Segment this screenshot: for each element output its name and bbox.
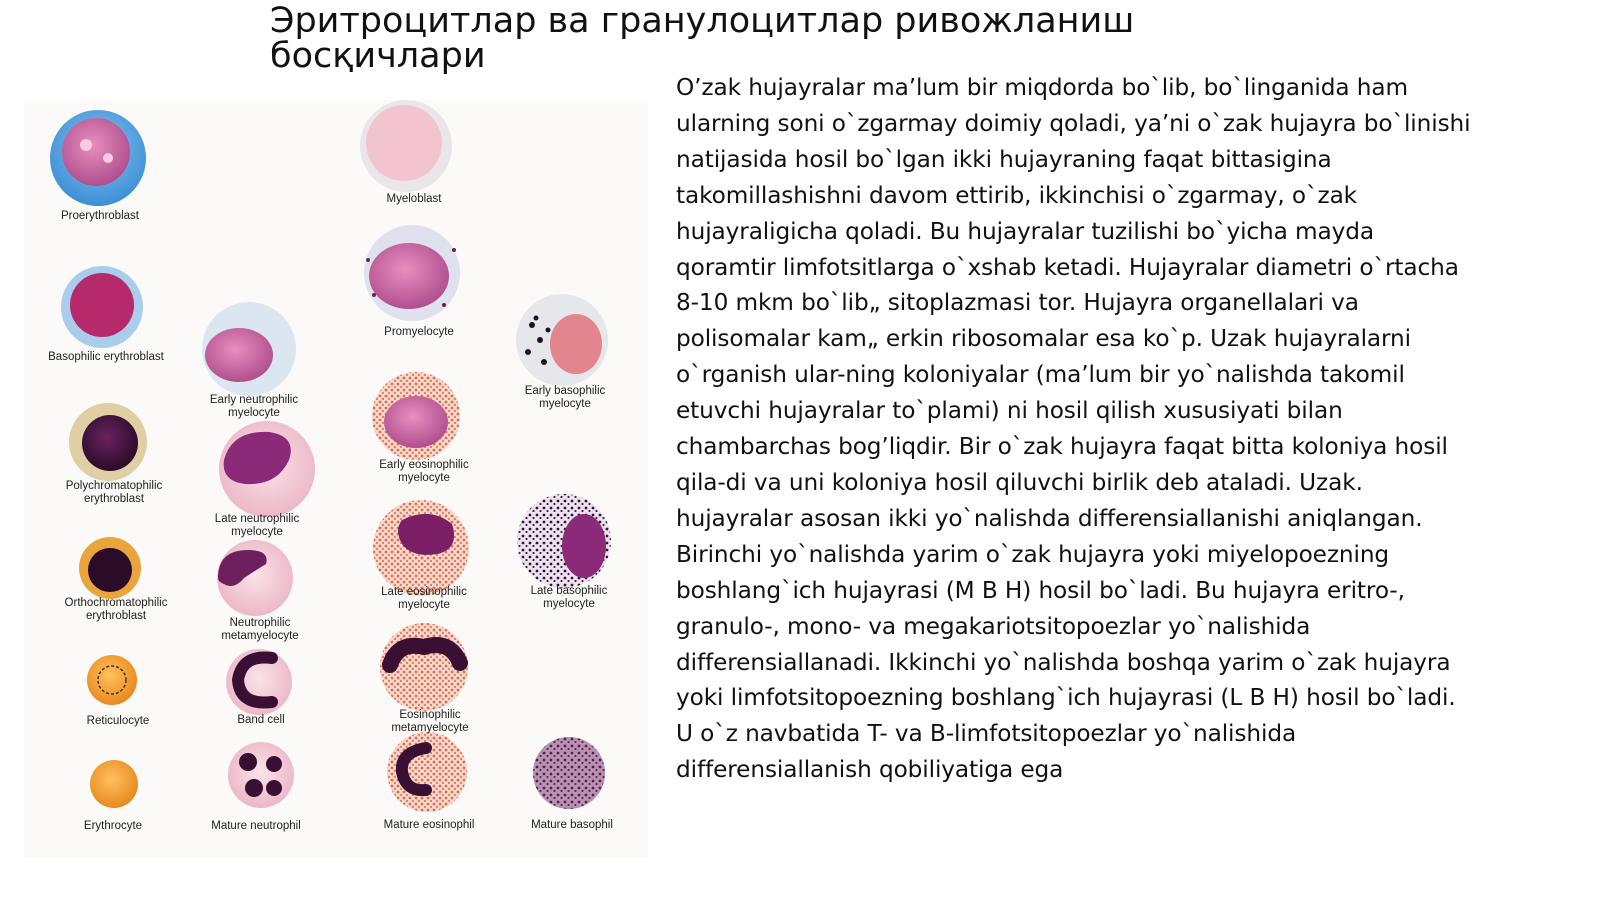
label-eosinophilic-metamyelocyte: Eosinophilic metamyelocyte [391,709,469,734]
label-myeloblast: Myeloblast [386,193,442,205]
label-mature-eosinophil: Mature eosinophil [383,819,475,831]
reticulocyte-cell [87,655,137,705]
myeloblast-cell [360,100,452,192]
label-proerythroblast: Proerythroblast [61,210,139,222]
label-band-cell: Band cell [237,714,285,726]
late-eosinophilic-myelocyte-cell [373,500,469,596]
label-early-eosinophilic-myelocyte: Early eosinophilic myelocyte [379,459,469,484]
blood-cell-development-figure [24,100,648,858]
basophilic-erythroblast-cell [61,266,143,348]
label-mature-neutrophil: Mature neutrophil [211,820,301,832]
promyelocyte-cell [364,225,460,321]
label-promyelocyte: Promyelocyte [384,326,454,338]
polychromatophilic-erythroblast-cell [69,403,147,481]
label-neutrophilic-metamyelocyte: Neutrophilic metamyelocyte [221,617,299,642]
body-paragraph: O’zak hujayralar ma’lum bir miqdorda bo`lib, bo`linganida ham ularning soni o`zgarmay doimiy qoladi, ya’ni o`zak hujayra bo`linishi natijasida hosil bo`lgan ikki hujayraning faqat bittasigina takomillashishni davom ettirib, ikkinchisi o`zgarmay, o`zak hujayraligicha qoladi. Bu hujayralar tuzilishi bo`yicha mayda qoramtir limfotsitlarga o`xshab ketadi. Hujayralar diametri o`rtacha 8-10 mkm bo`lib„ sitoplazmasi tor. Hujayra organellalari va polisomalar kam„ erkin ribosomalar esa ko`p. Uzak hujayralarni o`rganish ular-ning koloniyalar (ma’lum bir yo`nalishda takomil etuvchi hujayralar to`plami) ni hosil qilish xususiyati bilan chambarchas bog’liqdir. Bir o`zak hujayra faqat bitta koloniya hosil qila-di va uni koloniya hosil qiluvchi birlik deb ataladi. Uzak. hujayralar asosan ikki yo`nalishda differensiallanishi aniqlangan. Birinchi yo`nalishda yarim o`zak hujayra yoki miyelopoezning boshlang`ich hujayrasi (M B H) hosil bo`ladi. Bu hujayra eritro-, granulo-, mono- va megakariotsitopoezlar yo`nalishida differensiallanadi. Ikkinchi yo`nalishda boshqa yarim o`zak hujayra yoki limfotsitopoezning boshlang`ich hujayrasi (L B H) hosil bo`ladi. U o`z navbatida T- va B-limfotsitopoezlar yo`nalishida differensiallanish qobiliyatiga ega [676,74,1471,784]
early-eosinophilic-myelocyte-cell [372,372,460,460]
mature-basophil-cell [533,737,605,809]
slide-title: Эритроцитлар ва гранулоцитлар ривожланиш босқичлари [270,1,1135,76]
eosinophilic-metamyelocyte-cell [380,623,468,711]
late-basophilic-myelocyte-cell [517,494,611,588]
orthochromatophilic-erythroblast-cell [79,537,141,599]
label-orthochromatophilic-erythroblast: Orthochromatophilic erythroblast [64,597,168,622]
label-early-basophilic-myelocyte: Early basophilic myelocyte [524,385,606,410]
label-late-neutrophilic-myelocyte: Late neutrophilic myelocyte [214,513,300,538]
mature-eosinophil-cell [387,732,467,812]
proerythroblast-cell [50,110,146,206]
early-neutrophilic-myelocyte-cell [202,302,296,396]
erythrocyte-cell [90,760,138,808]
label-early-neutrophilic-myelocyte: Early neutrophilic myelocyte [209,394,299,419]
label-basophilic-erythroblast: Basophilic erythroblast [48,351,164,363]
label-erythrocyte: Erythrocyte [83,820,143,832]
mature-neutrophil-cell [228,742,294,808]
label-polychromatophilic-erythroblast: Polychromatophilic erythroblast [65,480,163,505]
early-basophilic-myelocyte-cell [516,294,608,386]
label-late-basophilic-myelocyte: Late basophilic myelocyte [530,585,608,610]
label-late-eosinophilic-myelocyte: Late eosinophilic myelocyte [381,586,467,611]
neutrophilic-metamyelocyte-cell [217,540,293,616]
label-reticulocyte: Reticulocyte [86,715,150,727]
band-cell [226,649,292,715]
label-mature-basophil: Mature basophil [531,819,613,831]
late-neutrophilic-myelocyte-cell [219,421,315,517]
